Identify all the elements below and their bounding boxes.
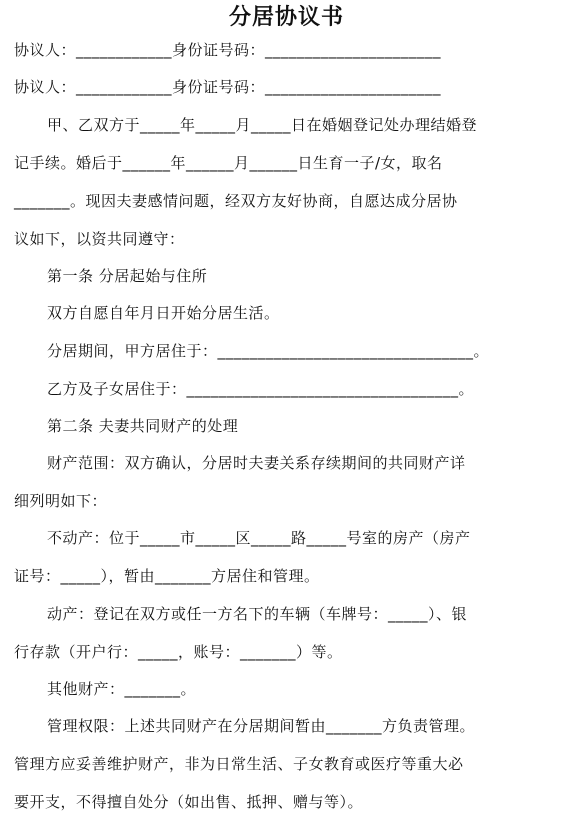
intro-paragraph-line: 记手续。婚后于______年______月______日生育一子/女，取名 [14,154,443,172]
document-title: 分居协议书 [228,4,344,30]
article-one-heading: 第一条 分居起始与住所 [47,267,208,285]
party-line-first: 协议人：____________身份证号码：______________________ [14,41,442,59]
management-rights-line: 管理方应妥善维护财产，非为日常生活、子女教育或医疗等重大必 [14,755,464,773]
management-rights-line: 管理权限：上述共同财产在分居期间暂由_______方负责管理。 [47,717,476,735]
other-property-line: 其他财产：_______。 [47,680,197,698]
real-estate-line: 证号：_____），暂由_______方居住和管理。 [14,567,320,585]
party-a-residence-line: 分居期间，甲方居住于：________________________________。 [47,342,490,360]
real-estate-line: 不动产：位于_____市_____区_____路_____号室的房产（房产 [47,529,471,547]
intro-paragraph-line: 甲、乙双方于_____年_____月_____日在婚姻登记处办理结婚登 [47,116,478,134]
property-scope-line: 财产范围：双方确认，分居时夫妻关系存续期间的共同财产详 [47,454,466,472]
management-rights-line: 要开支，不得擅自处分（如出售、抵押、赠与等）。 [14,793,364,811]
article-two-heading: 第二条 夫妻共同财产的处理 [47,417,239,435]
separation-start-line: 双方自愿自年月日开始分居生活。 [47,304,280,322]
movable-property-line: 动产：登记在双方或任一方名下的车辆（车牌号：_____）、银 [47,605,468,623]
party-line-second: 协议人：____________身份证号码：______________________ [14,78,442,96]
intro-paragraph-line: _______。现因夫妻感情问题，经双方友好协商，自愿达成分居协 [14,192,458,210]
party-b-residence-line: 乙方及子女居住于：__________________________________。 [47,380,475,398]
property-scope-line: 细列明如下： [14,492,108,510]
intro-paragraph-line: 议如下，以资共同遵守： [14,230,185,248]
movable-property-line: 行存款（开户行：_____，账号：_______）等。 [14,643,343,661]
